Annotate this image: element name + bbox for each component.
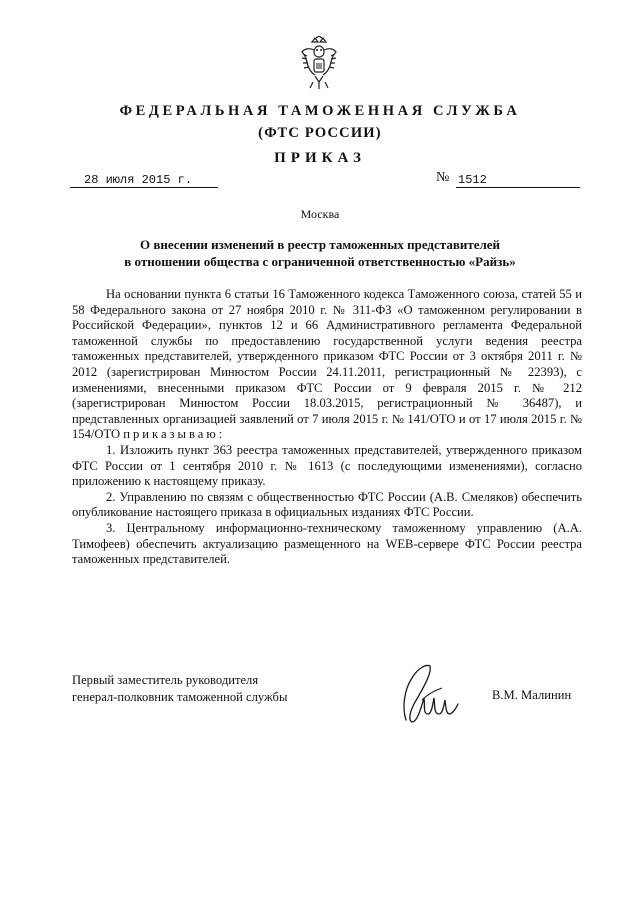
position-line-2: генерал-полковник таможенной службы (72, 690, 288, 704)
order-date-field (70, 172, 218, 188)
handwritten-signature (392, 660, 464, 730)
order-title (60, 236, 580, 270)
signatory-position (72, 672, 287, 706)
preamble-paragraph (72, 287, 582, 443)
org-name: ФЕДЕРАЛЬНАЯ ТАМОЖЕННАЯ СЛУЖБА (119, 103, 521, 119)
order-item-3: 3. Центральному информационно-техническому таможенному управлению (А.А. Тимофеев) обеспечить актуализацию размещенного на WEB-сервере ФТС России реестра таможенных представителей. (72, 520, 582, 567)
order-body (72, 287, 582, 568)
order-word: приказываю: (123, 427, 226, 442)
position-line-1: Первый заместитель руководителя (72, 673, 259, 687)
order-date: 28 июля 2015 г. (84, 173, 193, 187)
order-number-label: № (436, 170, 450, 185)
order-item-2: 2. Управлению по связям с общественностью ФТС России (А.В. Смеляков) обеспечить опубликование настоящего приказа в официальных изданиях ФТС России. (72, 489, 582, 520)
preamble-text: На основании пункта 6 статьи 16 Таможенного кодекса Таможенного союза, статей 55 и 58 Федерального закона от 27 ноября 2010 г. № 311-ФЗ «О таможенном регулировании в Российской Федерации», пунктов 12 и 66 Административного регламента Федеральной таможенной службы по предоставлению государственной услуги ведения реестра таможенных представителей, утвержденного приказом ФТС России от 3 октября 2011 г. № 2012 (зарегистрирован Минюстом России 24.11.2011, регистрационный № 22393), с изменениями, внесенными приказом ФТС России от 9 февраля 2015 г. № 212 (зарегистрирован Минюстом России 18.03.2015, регистрационный № 36487), и представленных организацией заявлений от 7 июля 2015 г. № 141/ОТО и от 17 июля 2015 г. № 154/ОТО (72, 287, 582, 442)
order-number: 1512 (458, 173, 487, 187)
order-title-line1: О внесении изменений в реестр таможенных представителей (139, 237, 501, 252)
emblem-icon (298, 36, 340, 92)
order-number-field (456, 172, 580, 188)
order-item-1: 1. Изложить пункт 363 реестра таможенных представителей, утвержденного приказом ФТС России от 1 сентября 2010 г. № 1613 (с последующими изменениями), согласно приложению к настоящему приказу. (72, 442, 582, 489)
signer-name: В.М. Малинин (492, 688, 572, 702)
org-short-name: (ФТС РОССИИ) (258, 125, 382, 141)
city: Москва (300, 207, 340, 221)
order-title-line2: в отношении общества с ограниченной ответственностью «Райзь» (124, 254, 516, 269)
doc-type-title: ПРИКАЗ (274, 150, 366, 166)
